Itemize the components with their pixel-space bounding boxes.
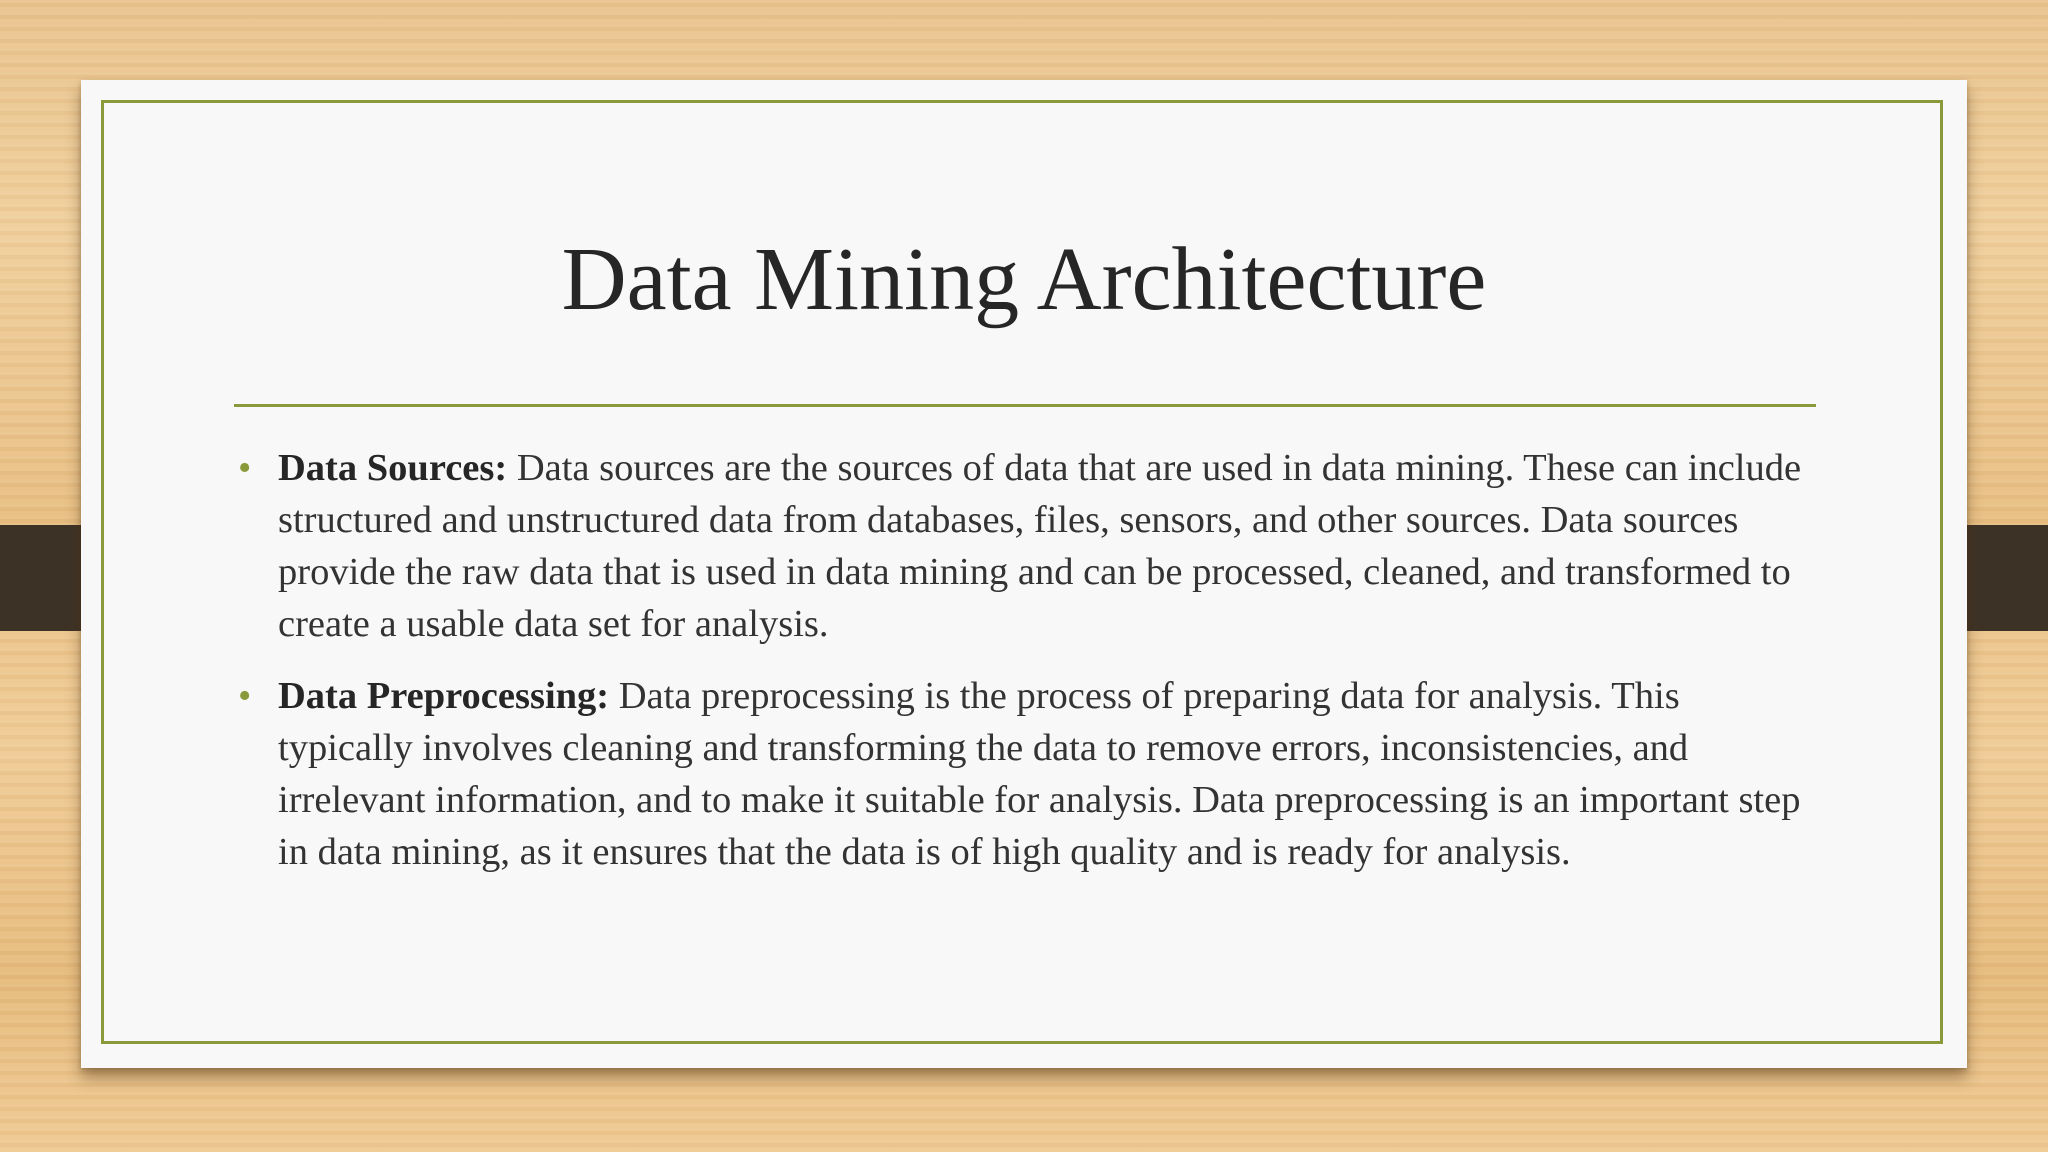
slide — [81, 80, 1967, 1068]
bullet-heading: Data Sources: — [278, 447, 508, 489]
bullet-text: Data sources are the sources of data that are used in data mining. These can include structured and unstructured data from databases, files, sensors, and other sources. Data sources provide the raw data that is used in data mining and can be processed, cleaned, and transformed to create a usable data set for analysis. — [278, 447, 1802, 645]
bullet-data-preprocessing — [234, 670, 1824, 878]
bullet-icon: • — [238, 675, 252, 717]
bullet-icon: • — [238, 447, 252, 489]
bullet-data-sources — [234, 442, 1824, 650]
title-divider — [234, 404, 1816, 407]
bullet-text: Data preprocessing is the process of preparing data for analysis. This typically involves cleaning and transforming the data to remove errors, inconsistencies, and irrelevant information, and to make it suitable for analysis. Data preprocessing is an important step in data mining, as it ensures that the data is of high quality and is ready for analysis. — [278, 675, 1801, 873]
bullet-list — [234, 442, 1824, 898]
slide-title: Data Mining Architecture — [561, 230, 1487, 329]
bullet-heading: Data Preprocessing: — [278, 675, 610, 717]
